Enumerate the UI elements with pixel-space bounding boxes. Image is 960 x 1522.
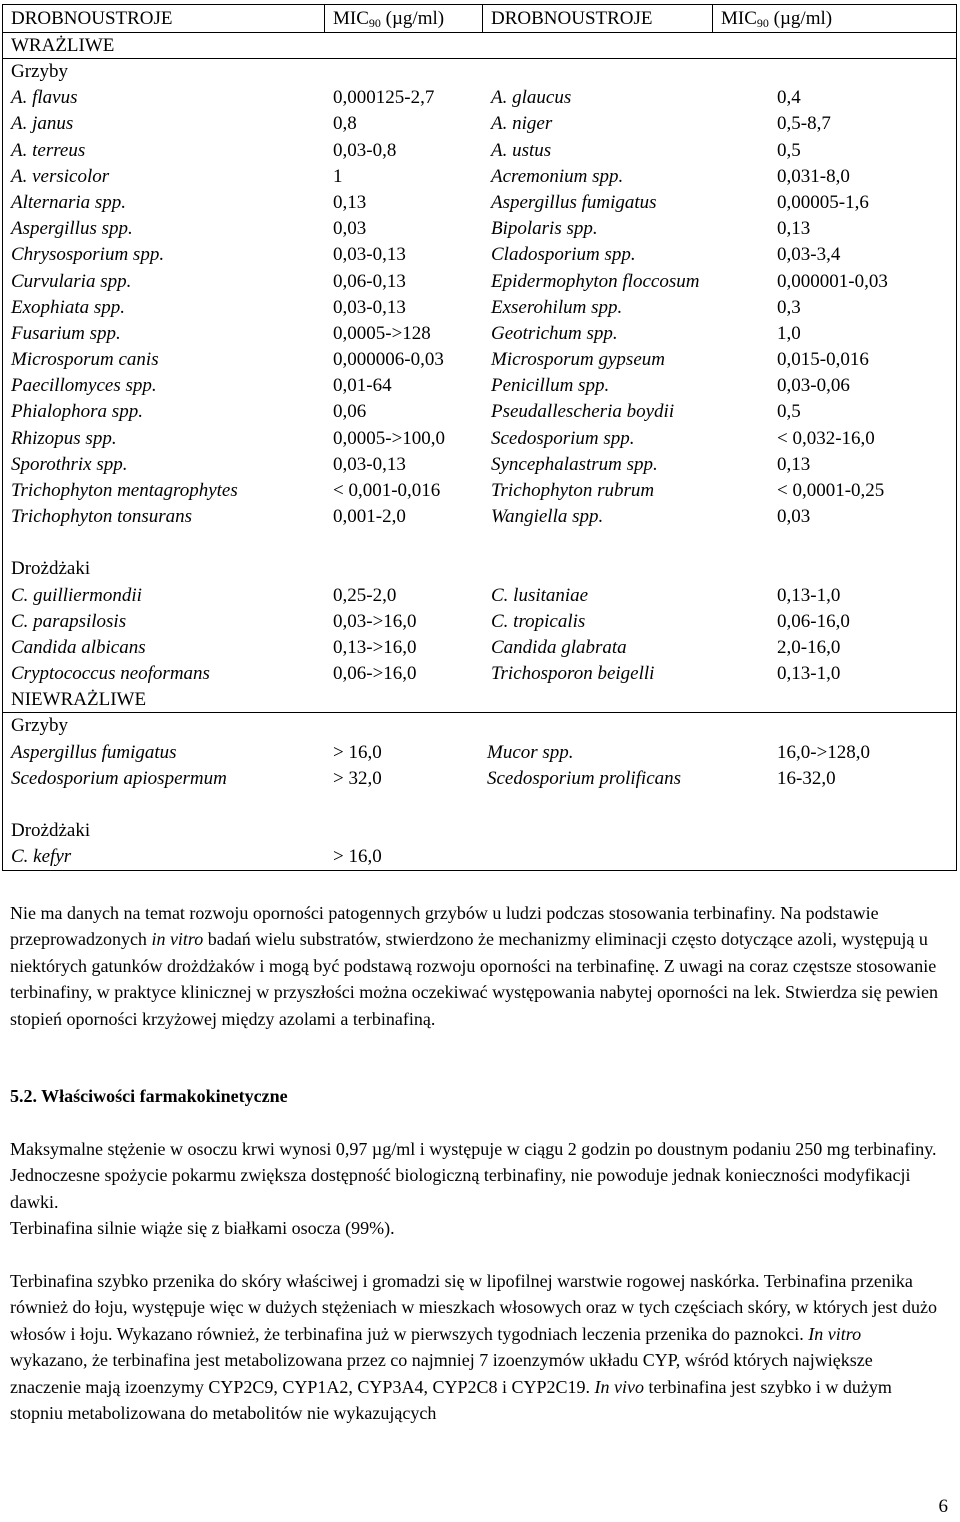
species-name: A. flavus <box>11 87 78 109</box>
species-name: Epidermophyton floccosum <box>491 270 700 292</box>
mic-value: 0,03-0,06 <box>777 375 850 397</box>
species-name: Aspergillus fumigatus <box>11 741 177 763</box>
mic-value: 0,06->16,0 <box>333 663 417 685</box>
sensitive-grid <box>3 59 957 687</box>
mic-value: 0,5 <box>777 139 801 161</box>
species-name: C. parapsilosis <box>11 610 127 632</box>
mic-value: < 0,0001-0,25 <box>777 480 885 502</box>
mic-value: 0,03-0,8 <box>333 139 397 161</box>
mic-value: 0,4 <box>777 87 801 109</box>
text-run: Terbinafina silnie wiąże się z białkami osocza (99%). <box>10 1218 395 1239</box>
group-label-fungi-resistant: Grzyby <box>11 715 68 737</box>
mic-value: 0,0005->128 <box>333 322 431 344</box>
sensitive-fungi-left-species <box>11 85 325 530</box>
species-name: Acremonium spp. <box>491 165 624 187</box>
text-run: Terbinafina szybko przenika do skóry właściwej i gromadzi się w lipofilnej warstwie rogowej naskórka. Terbinafina przenika również do łoju, występuje więc w dużych stężeniach w mieszkach włosowych oraz w tych częściach skóry, w których jest dużo włosów i łoju. Wykazano również, że terbinafina już w pierwszych tygodniach leczenia przenika do paznokci. <box>10 1271 938 1344</box>
species-name: Scedosporium prolificans <box>487 767 682 789</box>
mic-value: 0,13-1,0 <box>777 663 841 685</box>
group-label-yeasts: Drożdżaki <box>11 558 91 580</box>
text-run: wykazano, że terbinafina jest metabolizowana przez co najmniej 7 izoenzymów układu CYP, wśród których największe znaczenie mają izoenzymy CYP2C9, CYP1A2, CYP3A4, CYP2C8 i CYP2C19. <box>10 1350 873 1397</box>
species-name: Candida albicans <box>11 636 146 658</box>
resistant-fungi-right-mic <box>777 740 957 792</box>
resistant-yeasts-left-mic <box>333 844 479 870</box>
species-name: Cladosporium spp. <box>491 244 636 266</box>
species-name: Syncephalastrum spp. <box>491 453 658 475</box>
mic-value: 0,5-8,7 <box>777 113 831 135</box>
section-row-resistant <box>3 687 957 713</box>
species-name: Aspergillus spp. <box>11 218 133 240</box>
species-name: Scedosporium spp. <box>491 427 635 449</box>
species-name: Pseudallescheria boydii <box>491 401 675 423</box>
sensitive-fungi-left-mic <box>333 85 483 530</box>
mic-value: 0,13-1,0 <box>777 584 841 606</box>
species-name: Trichophyton rubrum <box>491 480 655 502</box>
header-mic-right: $MIC_{90}$ (µg/ml) <box>713 5 957 33</box>
mic-value: 0,13 <box>777 218 811 240</box>
table-header-row <box>3 5 957 33</box>
species-name: C. lusitaniae <box>491 584 589 606</box>
species-name: A. niger <box>491 113 553 135</box>
species-name: Geotrichum spp. <box>491 322 618 344</box>
mic-value: 1 <box>333 165 343 187</box>
mic-value: 0,03-0,13 <box>333 296 406 318</box>
mic-value: 0,5 <box>777 401 801 423</box>
species-name: Rhizopus spp. <box>11 427 117 449</box>
mic-value: 2,0-16,0 <box>777 636 841 658</box>
species-name: Curvularia spp. <box>11 270 132 292</box>
mic-value: 0,06-0,13 <box>333 270 406 292</box>
species-name: Penicillum spp. <box>491 375 610 397</box>
sensitive-block <box>3 59 957 688</box>
section-heading-pharmacokinetics: 5.2. Właściwości farmakokinetyczne <box>10 1086 288 1106</box>
species-name: A. janus <box>11 113 74 135</box>
species-name: Phialophora spp. <box>11 401 143 423</box>
mic-value: 0,001-2,0 <box>333 506 406 528</box>
mic-value: 0,015-0,016 <box>777 349 869 371</box>
sensitive-yeasts-left-species <box>11 583 325 688</box>
sensitive-fungi-right-species <box>491 85 773 530</box>
paragraph-absorption <box>10 1136 940 1242</box>
species-name: Microsporum canis <box>11 349 159 371</box>
mic-value: > 16,0 <box>333 846 382 868</box>
header-mic-left: $MIC_{90}$ (µg/ml) <box>325 5 483 33</box>
mic-value: > 32,0 <box>333 767 382 789</box>
section-row-sensitive <box>3 33 957 59</box>
species-name: Microsporum gypseum <box>491 349 665 371</box>
mic-value: 0,8 <box>333 113 357 135</box>
paragraph-resistance <box>10 900 940 1032</box>
text-run: Nie ma danych na temat rozwoju oporności patogennych grzybów u ludzi podczas stosowania terbinafiny. Na podstawie przeprowadzonych <box>10 903 879 950</box>
mic-value: 0,13 <box>777 453 811 475</box>
mic-value: < 0,032-16,0 <box>777 427 875 449</box>
resistant-yeasts-left-species <box>11 844 325 870</box>
mic-value: 0,06-16,0 <box>777 610 850 632</box>
mic-table <box>2 4 957 871</box>
resistant-fungi-left-species <box>11 740 325 792</box>
text-run: Maksymalne stężenie w osoczu krwi wynosi 0,97 µg/ml i występuje w ciągu 2 godzin po doustnym podaniu 250 mg terbinafiny. Jednoczesne spożycie pokarmu zwiększa dostępność biologiczną terbinafiny, nie powoduje jednak konieczności modyfikacji dawki. <box>10 1139 937 1212</box>
mic-value: 16-32,0 <box>777 767 836 789</box>
species-name: C. tropicalis <box>491 610 586 632</box>
resistant-grid <box>3 713 957 870</box>
species-name: C. kefyr <box>11 846 72 868</box>
paragraph-distribution <box>10 1268 940 1426</box>
species-name: Cryptococcus neoformans <box>11 663 210 685</box>
header-organisms-left: DROBNOUSTROJE <box>3 5 325 33</box>
mic-value: 0,0005->100,0 <box>333 427 446 449</box>
group-label-fungi: Grzyby <box>11 61 68 82</box>
mic-value: 0,000006-0,03 <box>333 349 444 371</box>
species-name: Scedosporium apiospermum <box>11 767 227 789</box>
sensitive-fungi-right-mic <box>777 85 957 530</box>
mic-value: > 16,0 <box>333 741 382 763</box>
mic-value: 0,3 <box>777 296 801 318</box>
mic-value: 16,0->128,0 <box>777 741 871 763</box>
text-run: badań wielu substratów, stwierdzono że mechanizmy eliminacji często dotyczące azoli, występują u niektórych gatunków drożdżaków i mogą być podstawą rozwoju oporności na terbinafinę. Z uwagi na coraz częstsze stosowanie terbinafiny, w praktyce klinicznej w przyszłości można oczekiwać występowania nabytej oporności na lek. Stwierdza się pewien stopień oporności krzyżowej między azolami a terbinafiną. <box>10 929 939 1029</box>
species-name: Trichosporon beigelli <box>491 663 655 685</box>
mic-value: 0,01-64 <box>333 375 392 397</box>
mic-value: 0,03 <box>333 218 367 240</box>
mic-value: 0,031-8,0 <box>777 165 850 187</box>
species-name: A. glaucus <box>491 87 572 109</box>
species-name: Sporothrix spp. <box>11 453 128 475</box>
resistant-block <box>3 713 957 871</box>
species-name: Bipolaris spp. <box>491 218 598 240</box>
mic-value: 0,03-0,13 <box>333 244 406 266</box>
species-name: Trichophyton tonsurans <box>11 506 193 528</box>
mic-value: < 0,001-0,016 <box>333 480 441 502</box>
species-name: C. guilliermondii <box>11 584 142 606</box>
text-run: terbinafina jest szybko i w dużym stopniu metabolizowana do metabolitów nie wykazujących <box>10 1376 892 1424</box>
species-name: A. terreus <box>11 139 86 161</box>
sensitive-yeasts-right-species <box>491 583 773 688</box>
mic-value: 1,0 <box>777 322 801 344</box>
mic-value: 0,03->16,0 <box>333 610 417 632</box>
mic-value: 0,000001-0,03 <box>777 270 888 292</box>
resistant-fungi-left-mic <box>333 740 479 792</box>
species-name: Mucor spp. <box>487 741 574 763</box>
section-title-resistant: NIEWRAŻLIWE <box>3 687 957 713</box>
page-number: 6 <box>938 1496 948 1517</box>
species-name: Aspergillus fumigatus <box>491 191 657 213</box>
species-name: Trichophyton mentagrophytes <box>11 480 238 502</box>
species-name: Exophiata spp. <box>11 296 125 318</box>
mic-value: 0,25-2,0 <box>333 584 397 606</box>
species-name: A. ustus <box>491 139 552 161</box>
group-label-yeasts-resistant: Drożdżaki <box>11 819 91 841</box>
mic-value: 0,06 <box>333 401 367 423</box>
species-name: Wangiella spp. <box>491 506 604 528</box>
mic-value: 0,00005-1,6 <box>777 191 869 213</box>
italic-run: in vitro <box>151 929 204 950</box>
species-name: Paecillomyces spp. <box>11 375 157 397</box>
sensitive-yeasts-right-mic <box>777 583 957 688</box>
italic-run: In vivo <box>594 1376 644 1397</box>
species-name: A. versicolor <box>11 165 110 187</box>
section-title-sensitive: WRAŻLIWE <box>3 33 957 59</box>
species-name: Exserohilum spp. <box>491 296 623 318</box>
mic-value: 0,03-3,4 <box>777 244 841 266</box>
mic-value: 0,000125-2,7 <box>333 87 435 109</box>
species-name: Chrysosporium spp. <box>11 244 165 266</box>
header-organisms-right: DROBNOUSTROJE <box>483 5 713 33</box>
species-name: Candida glabrata <box>491 636 627 658</box>
sensitive-yeasts-left-mic <box>333 583 483 688</box>
mic-value: 0,03 <box>777 506 811 528</box>
italic-run: In vitro <box>808 1323 862 1344</box>
mic-value: 0,13->16,0 <box>333 636 417 658</box>
mic-value: 0,03-0,13 <box>333 453 406 475</box>
species-name: Fusarium spp. <box>11 322 121 344</box>
mic-value: 0,13 <box>333 191 367 213</box>
species-name: Alternaria spp. <box>11 191 127 213</box>
resistant-fungi-right-species <box>487 740 773 792</box>
